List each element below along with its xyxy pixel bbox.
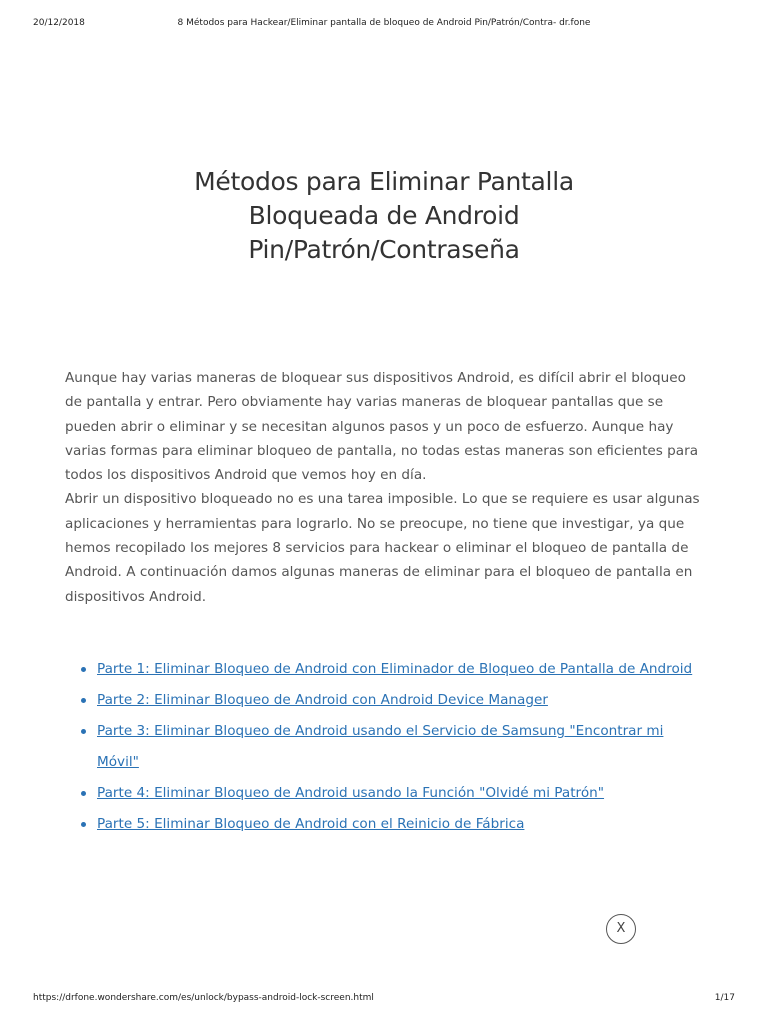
print-date: 20/12/2018 xyxy=(33,18,85,28)
toc-item xyxy=(65,716,705,778)
bullet-icon xyxy=(81,698,86,703)
bullet-icon xyxy=(81,791,86,796)
toc-link-part-1[interactable]: Parte 1: Eliminar Bloqueo de Android con Eliminador de Bloqueo de Pantalla de Android xyxy=(97,661,693,677)
page-title-line: Bloqueada de Android xyxy=(248,201,520,230)
toc-item xyxy=(65,685,705,716)
table-of-contents xyxy=(65,654,705,840)
page-number: 1/17 xyxy=(714,993,735,1003)
toc-item xyxy=(65,778,705,809)
intro-paragraph: Aunque hay varias maneras de bloquear sus dispositivos Android, es difícil abrir el bloqueo de pantalla y entrar. Pero obviamente hay varias maneras de bloquear pantallas que se pueden abrir o eliminar y se necesitan algunos pasos y un poco de esfuerzo. Aunque hay varias formas para eliminar bloqueo de pantalla, no todas estas maneras son eficientes para todos los dispositivos Android que vemos hoy en día. xyxy=(65,370,699,484)
page-title-line: Métodos para Eliminar Pantalla xyxy=(194,167,574,196)
page-title xyxy=(134,165,634,267)
intro-text xyxy=(65,366,705,609)
toc-link-part-3[interactable]: Parte 3: Eliminar Bloqueo de Android usando el Servicio de Samsung "Encontrar mi Móvil" xyxy=(97,723,664,770)
toc-item xyxy=(65,654,705,685)
toc-item xyxy=(65,809,705,840)
bullet-icon xyxy=(81,667,86,672)
toc-link-part-5[interactable]: Parte 5: Eliminar Bloqueo de Android con el Reinicio de Fábrica xyxy=(97,816,525,832)
bullet-icon xyxy=(81,729,86,734)
page-title-line: Pin/Patrón/Contraseña xyxy=(248,235,520,264)
print-doc-title: 8 Métodos para Hackear/Eliminar pantalla de bloqueo de Android Pin/Patrón/Contra- dr.fone xyxy=(177,18,591,28)
bullet-icon xyxy=(81,822,86,827)
print-url: https://drfone.wondershare.com/es/unlock/bypass-android-lock-screen.html xyxy=(33,993,374,1003)
toc-link-part-2[interactable]: Parte 2: Eliminar Bloqueo de Android con Android Device Manager xyxy=(97,692,548,708)
toc-link-part-4[interactable]: Parte 4: Eliminar Bloqueo de Android usando la Función "Olvidé mi Patrón" xyxy=(97,785,605,801)
close-button[interactable]: X xyxy=(606,914,636,944)
intro-paragraph: Abrir un dispositivo bloqueado no es una tarea imposible. Lo que se requiere es usar algunas aplicaciones y herramientas para lograrlo. No se preocupe, no tiene que investigar, ya que hemos recopilado los mejores 8 servicios para hackear o eliminar el bloqueo de pantalla de Android. A continuación damos algunas maneras de eliminar para el bloqueo de pantalla en dispositivos Android. xyxy=(65,491,700,605)
